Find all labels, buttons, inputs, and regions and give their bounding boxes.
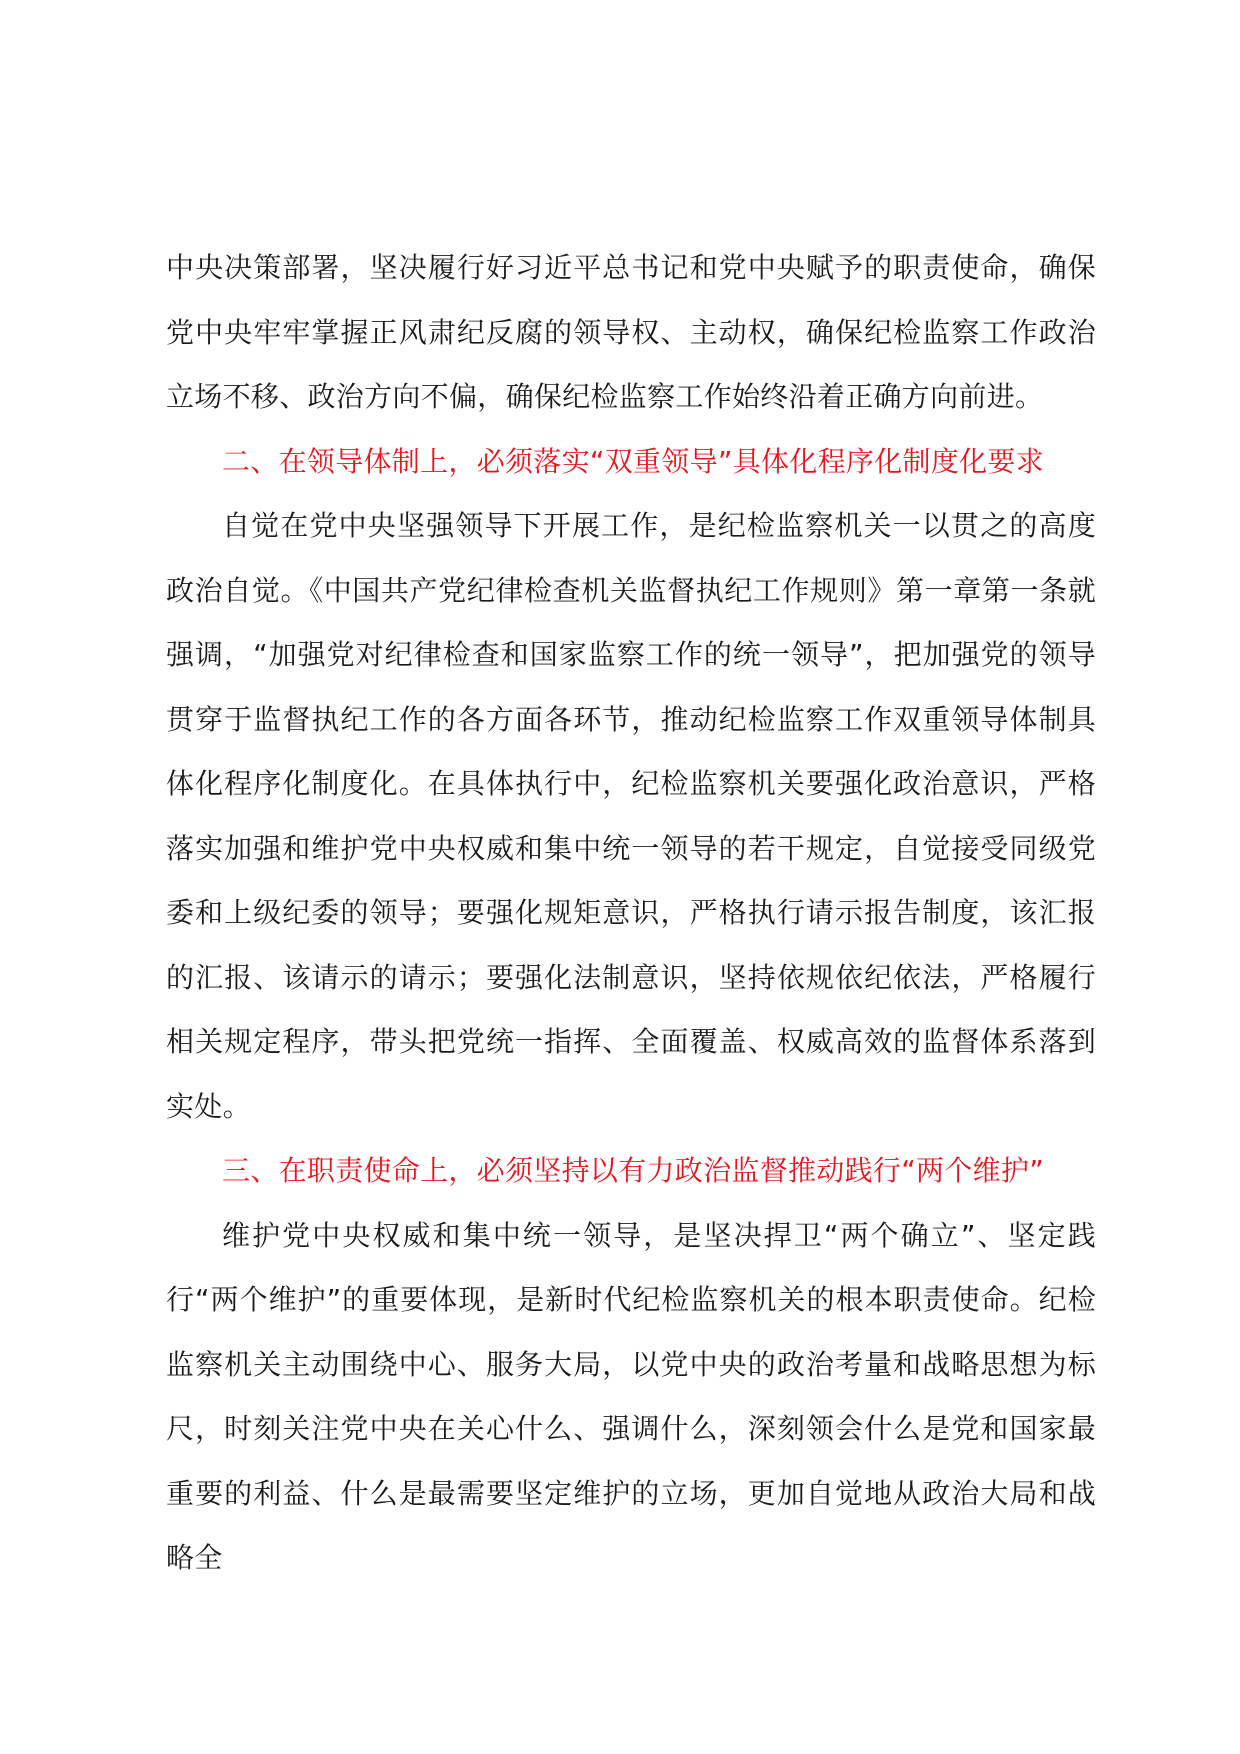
paragraph-duties-mission: 维护党中央权威和集中统一领导，是坚决捍卫“两个确立”、坚定践行“两个维护”的重要体现，是新时代纪检监察机关的根本职责使命。纪检监察机关主动围绕中心、服务大局，以党中央的政治考量和战略思想为标尺，时刻关注党中央在关心什么、强调什么，深刻领会什么是党和国家最重要的利益、什么是最需要坚定维护的立场，更加自觉地从政治大局和战略全	[166, 1218, 1096, 1574]
paragraph-leadership-system: 自觉在党中央坚强领导下开展工作，是纪检监察机关一以贯之的高度政治自觉。《中国共产党纪律检查机关监督执纪工作规则》第一章第一条就强调，“加强党对纪律检查和国家监察工作的统一领导”，把加强党的领导贯穿于监督执纪工作的各方面各环节，推动纪检监察工作双重领导体制具体化程序化制度化。在具体执行中，纪检监察机关要强化政治意识，严格落实加强和维护党中央权威和集中统一领导的若干规定，自觉接受同级党委和上级纪委的领导；要强化规矩意识，严格执行请示报告制度，该汇报的汇报、该请示的请示；要强化法制意识，坚持依规依纪依法，严格履行相关规定程序，带头把党统一指挥、全面覆盖、权威高效的监督体系落到实处。	[166, 509, 1096, 1123]
section-heading-three: 三、在职责使命上，必须坚持以有力政治监督推动践行“两个维护”	[222, 1154, 1045, 1187]
document-body	[166, 236, 1096, 1591]
paragraph-continuation: 中央决策部署，坚决履行好习近平总书记和党中央赋予的职责使命，确保党中央牢牢掌握正风肃纪反腐的领导权、主动权，确保纪检监察工作政治立场不移、政治方向不偏，确保纪检监察工作始终沿着正确方向前进。	[166, 251, 1096, 413]
section-heading-two: 二、在领导体制上，必须落实“双重领导”具体化程序化制度化要求	[222, 444, 1045, 478]
